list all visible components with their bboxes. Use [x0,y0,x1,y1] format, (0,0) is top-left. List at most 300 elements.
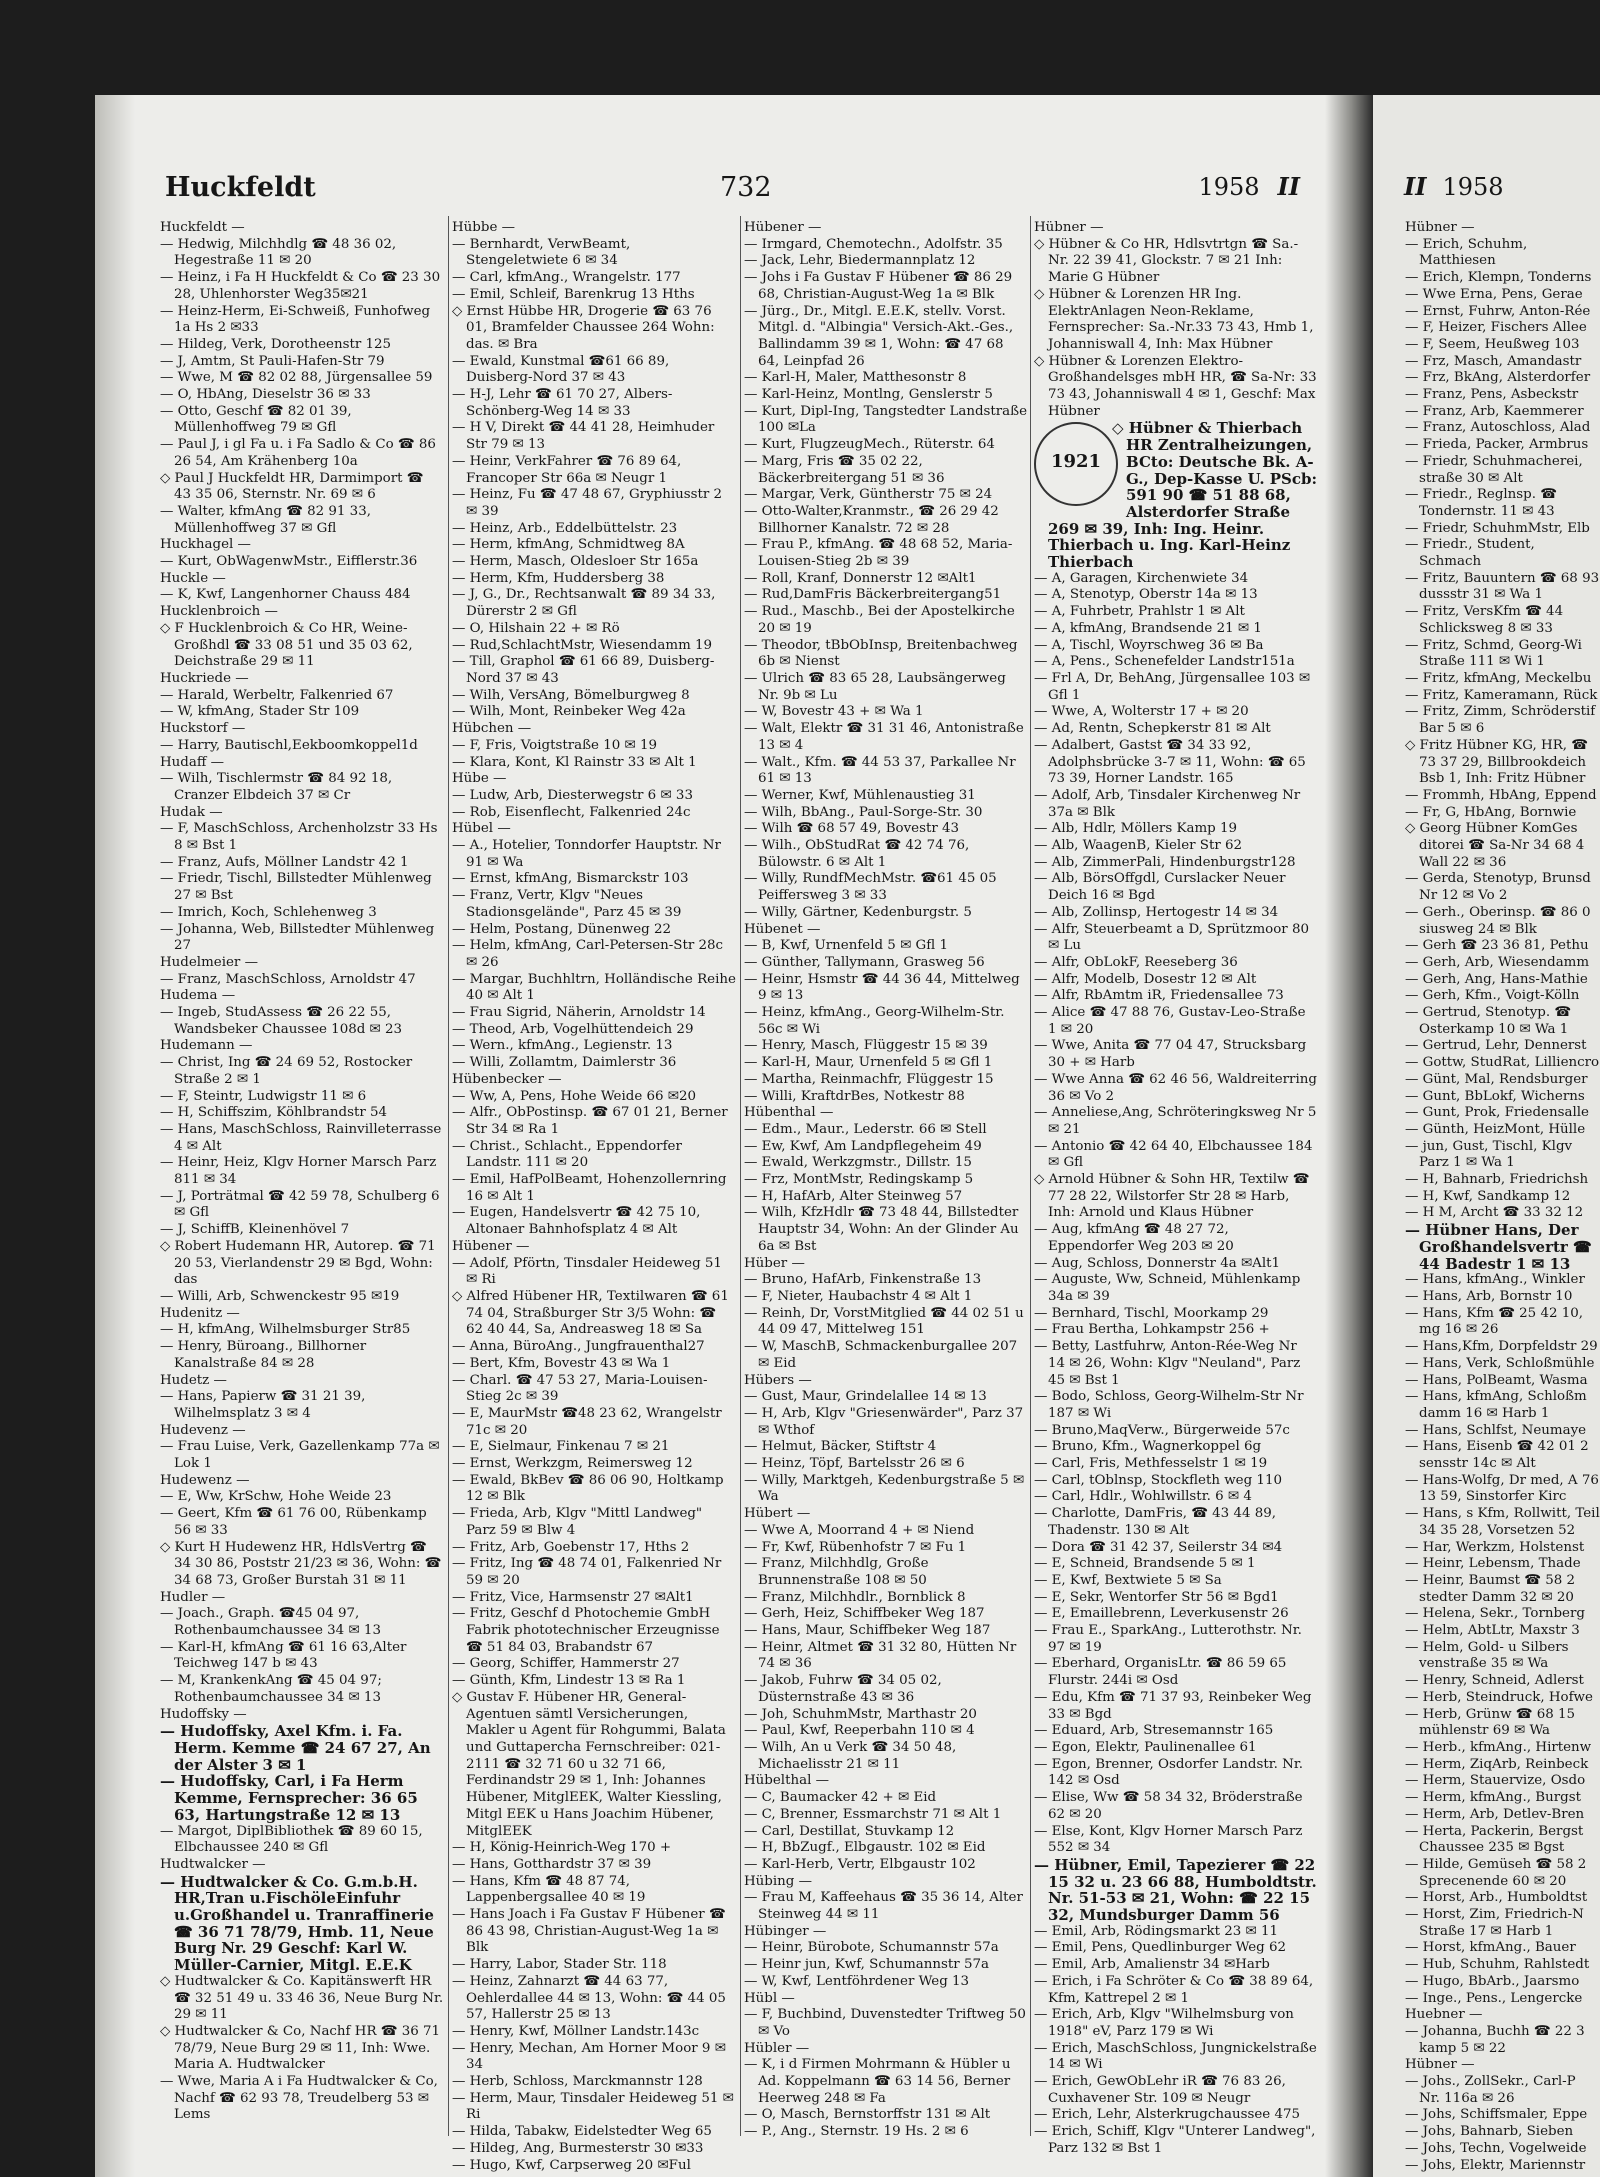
directory-entry: — Johanna, Web, Billstedter Mühlenweg 27 [160,921,435,954]
directory-entry: — Jack, Lehr, Biedermannplatz 12 [744,253,976,269]
directory-entry: — Bruno, Kfm., Wagnerkoppel 6g [1034,1439,1262,1455]
directory-entry: — Herm, Maur, Tinsdaler Heideweg 51 ✉ Ri [452,2090,734,2123]
directory-entry: — Karl-H, Maler, Matthesonstr 8 [744,370,967,386]
directory-entry: Hübchen — [452,721,532,737]
directory-entry: — Heinr, Baumst ☎ 58 2 stedter Damm 32 ✉ 20 [1405,1572,1576,1605]
directory-entry: — Hudtwalcker & Co. G.m.b.H. HR,Tran u.FischöleEinfuhr u.Großhandel u. Tranraffinerie ☎ 36 71 78/79, Hmb. 11, Neue Burg Nr. 29 Geschf: Karl W. Müller-Carnier, Mitgl. E.E.K [160,1872,434,1975]
directory-entry: — Betty, Lastfuhrw, Anton-Rée-Weg Nr 14 ✉ 26, Wohn: Klgv "Neuland", Parz 45 ✉ Bst 1 [1034,1339,1301,1388]
directory-entry: — Kurt, Dipl-Ing, Tangstedter Landstraße 100 ✉La [744,403,1028,436]
directory-entry: — Hans, Arb, Bornstr 10 [1405,1289,1573,1304]
directory-entry: — Franz, Milchhdlg, Große Brunnenstraße 108 ✉ 50 [744,1556,929,1588]
directory-entry: — Helm, kfmAng, Carl-Petersen-Str 28c ✉ 26 [452,938,724,970]
directory-entry: — Emil, Arb, Rödingsmarkt 23 ✉ 11 [1034,1923,1279,1939]
directory-entry: — Irmgard, Chemotechn., Adolfstr. 35 [744,236,1003,252]
directory-entry: — Hugo, Kwf, Carpserweg 20 ✉Ful [452,2157,691,2173]
directory-entry: — Ad, Rentn, Schepkerstr 81 ✉ Alt [1034,721,1271,737]
directory-entry: — A, Pens., Schenefelder Landstr151a [1034,654,1295,670]
directory-entry: — Herm, ZiqArb, Reinbeck [1405,1756,1589,1772]
directory-entry: — F, MaschSchloss, Archenholzstr 33 Hs 8 ✉ Bst 1 [160,821,438,854]
header-keyword: Huckfeldt [165,172,316,203]
directory-entry: — Elise, Ww ☎ 58 34 32, Bröderstraße 62 ✉ 20 [1034,1790,1303,1822]
directory-column-3 [744,220,1028,2140]
directory-entry: — Gertrud, Stenotyp. ☎ Osterkamp 10 ✉ Wa 1 [1405,1005,1572,1037]
directory-entry: — Marg, Fris ☎ 35 02 22, Bäckerbreitergang 51 ✉ 36 [744,453,945,486]
directory-entry: — Willy, Gärtner, Kedenburgstr. 5 [744,904,972,920]
directory-entry: — Else, Kont, Klgv Horner Marsch Parz 552 ✉ 34 [1034,1823,1303,1856]
directory-entry: — Horst, Zim, Friedrich-N Straße 17 ✉ Harb 1 [1405,1907,1584,1939]
directory-entry: — Friedr, SchuhmMstr, Elb [1405,520,1590,536]
emblem-entry [1034,420,1318,570]
directory-entry: — Charl. ☎ 47 53 27, Maria-Louisen-Stieg 2c ✉ 39 [452,1372,708,1405]
directory-entry: — Heinz, kfmAng., Georg-Wilhelm-Str. 56c ✉ Wi [744,1005,1005,1037]
directory-entry: — H, HafArb, Alter Steinweg 57 [744,1188,963,1204]
directory-entry: — Karl-Herb, Vertr, Elbgaustr 102 [744,1856,976,1872]
directory-entry: — Heinz, Arb., Eddelbüttelstr. 23 [452,520,678,536]
directory-entry: — Hans, Papierw ☎ 31 21 39, Wilhelmsplatz 3 ✉ 4 [160,1389,366,1421]
directory-entry: — Henry, Kwf, Möllner Landstr.143c [452,2023,700,2039]
directory-entry: — K, i d Firmen Mohrmann & Hübler u Ad. Koppelmann ☎ 63 14 56, Berner Heerweg 248 ✉ Fa [744,2057,1011,2106]
directory-entry: — Walter, kfmAng ☎ 82 91 33, Müllenhoffweg 37 ✉ Gfl [160,503,371,536]
directory-entry: — Eduard, Arb, Stresemannstr 165 [1034,1723,1274,1739]
directory-entry: Hübe — [452,771,507,787]
directory-entry: — Henry, Büroang., Billhorner Kanalstraße 84 ✉ 28 [160,1339,367,1371]
directory-entry: — Johs i Fa Gustav F Hübener ☎ 86 29 68, Christian-August-Weg 1a ✉ Blk [744,270,1013,302]
directory-entry: — Hans, Verk, Schloßmühle [1405,1355,1595,1371]
directory-entry: — Joh, SchuhmMstr, Marthastr 20 [744,1706,977,1722]
directory-entry: — Klara, Kont, Kl Rainstr 33 ✉ Alt 1 [452,754,697,770]
directory-entry: — Heinr, Bürobote, Schumannstr 57a [744,1940,999,1956]
directory-entry: — Gerh., Oberinsp. ☎ 86 0 siusweg 24 ✉ Blk [1405,904,1591,937]
directory-entry: — Margot, DiplBibliothek ☎ 89 60 15, Elbchaussee 240 ✉ Gfl [160,1823,423,1856]
directory-entry: — Erich, Klempn, Tonderns [1405,270,1592,286]
directory-entry: — Geert, Kfm ☎ 61 76 00, Rübenkamp 56 ✉ 33 [160,1506,427,1538]
header-year: 1958 II [1198,172,1300,201]
directory-entry: — Hübner, Emil, Tapezierer ☎ 22 15 32 u. 23 66 88, Humboldtstr. Nr. 51-53 ✉ 21, Wohn: ☎ 22 15 32, Mundsburger Damm 56 [1034,1855,1317,1925]
directory-column-1 [160,220,444,2135]
directory-entry: — Christ., Schlacht., Eppendorfer Landstr. 111 ✉ 20 [452,1138,682,1171]
directory-entry: — Heinz-Herm, Ei-Schweiß, Funhofweg 1a Hs 2 ✉33 [160,303,431,336]
directory-entry: — Herta, Packerin, Bergst Chaussee 235 ✉ Bgst [1405,1823,1584,1856]
directory-entry: — Helm, Postang, Dünenweg 22 [452,921,672,937]
directory-entry: — H-J, Lehr ☎ 61 70 27, Albers-Schönberg-Weg 14 ✉ 33 [452,387,673,419]
directory-entry: — Hübner Hans, Der Großhandelsvertr ☎ 44 Badestr 1 ✉ 13 [1405,1221,1592,1273]
directory-entry: — Franz, MaschSchloss, Arnoldstr 47 [160,971,416,987]
directory-entry: — Hans, Maur, Schiffbeker Weg 187 [744,1623,991,1639]
directory-entry: — Fritz, Schmd, Georg-Wi Straße 111 ✉ Wi 1 [1405,637,1582,670]
directory-entry: — Theodor, tBbObInsp, Breitenbachweg 6b ✉ Nienst [744,637,1018,670]
directory-entry: Hudaff — [160,754,225,770]
directory-entry: — Theod, Arb, Vogelhüttendeich 29 [452,1021,694,1037]
directory-entry: — Frieda, Packer, Armbrus [1405,437,1589,453]
directory-entry: — A, Tischl, Woyrschweg 36 ✉ Ba [1034,637,1264,653]
directory-entry: — Wilh, An u Verk ☎ 34 50 48, Michaelisstr 21 ✉ 11 [744,1739,957,1772]
directory-entry: — Willi, Arb, Schwenckestr 95 ✉19 [160,1289,400,1304]
directory-entry: Hudtwalcker — [160,1856,266,1872]
directory-entry: ◇ Arnold Hübner & Sohn HR, Textilw ☎ 77 28 22, Wilstorfer Str 28 ✉ Harb, Inh: Arnold und Klaus Hübner [1034,1172,1310,1221]
directory-entry: ◇ Hübner & Co HR, Hdlsvtrtgn ☎ Sa.-Nr. 22 39 41, Glockstr. 7 ✉ 21 Inh: Marie G Hübner [1034,236,1299,286]
directory-entry: — Gertrud, Lehr, Dennerst [1405,1038,1587,1054]
directory-entry: Huckriede — [160,670,249,686]
directory-entry: — Hudoffsky, Carl, i Fa Herm Kemme, Fernsprecher: 36 65 63, Hartungstraße 12 ✉ 13 [160,1772,418,1824]
directory-entry: — Ernst, kfmAng, Bismarckstr 103 [452,871,689,887]
directory-entry: — Herb, Grünw ☎ 68 15 mühlenstr 69 ✉ Wa [1405,1706,1576,1739]
directory-entry: — Helm, AbtLtr, Maxstr 3 [1405,1623,1580,1639]
directory-entry: — H, Bahnarb, Friedrichsh [1405,1172,1589,1188]
directory-entry: — Till, Graphol ☎ 61 66 89, Duisberg-Nord 37 ✉ 43 [452,654,715,686]
directory-entry: — Fritz, Ing ☎ 48 74 01, Falkenried Nr 59 ✉ 20 [452,1556,722,1588]
directory-entry: — Charlotte, DamFris, ☎ 43 44 89, Thadenstr. 130 ✉ Alt [1034,1506,1277,1538]
directory-entry: — Walt, Elektr ☎ 31 31 46, Antonistraße 13 ✉ 4 [744,721,1024,753]
directory-entry: — Herm, Masch, Oldesloer Str 165a [452,554,699,570]
directory-entry: — Werner, Kwf, Mühlenaustieg 31 [744,787,976,803]
directory-entry: — Fritz, Bauuntern ☎ 68 93 dussstr 31 ✉ Wa 1 [1405,570,1600,603]
directory-entry: — J, Porträtmal ☎ 42 59 78, Schulberg 6 ✉ Gfl [160,1188,440,1221]
directory-entry: — Hans,Kfm, Dorpfeldstr 29 [1405,1339,1598,1355]
directory-entry: — Kurt, FlugzeugMech., Rüterstr. 64 [744,437,995,453]
directory-entry: — Henry, Masch, Flüggestr 15 ✉ 39 [744,1038,988,1054]
directory-entry: — Heinz, Töpf, Bartelsstr 26 ✉ 6 [744,1456,965,1472]
directory-entry: ◇ Gustav F. Hübener HR, General-Agentuen sämtl Versicherungen, Makler u Agent für Rohgummi, Balata und Guttapercha Fernschreiber: 021-2111 ☎ 32 71 60 u 32 71 66, Ferdinandstr 29 ✉ 1, Inh: Johannes Hübener, MitglEEK, Walter Kiessling, Mitgl EEK u Hans Joachim Hübener, MitglEEK [452,1689,726,1839]
directory-entry: Hübener — [452,1238,530,1254]
directory-entry: — Frommh, HbAng, Eppend [1405,787,1597,803]
directory-entry: ◇ F Hucklenbroich & Co HR, Weine-Großhdl ☎ 33 08 51 und 35 03 62, Deichstraße 29 ✉ 11 [160,620,413,670]
directory-entry: — B, Kwf, Urnenfeld 5 ✉ Gfl 1 [744,938,948,954]
directory-entry: — Ernst, Werkzgm, Reimersweg 12 [452,1456,693,1472]
directory-entry: — Frau E., SparkAng., Lutterothstr. Nr. 97 ✉ 19 [1034,1623,1302,1655]
directory-entry: — F, Nieter, Haubachstr 4 ✉ Alt 1 [744,1289,973,1304]
directory-entry: Hüber — [744,1255,805,1271]
directory-entry: — Hilda, Tabakw, Eidelstedter Weg 65 [452,2124,712,2140]
directory-entry: — Wwe, Anita ☎ 77 04 47, Strucksbarg 30 + ✉ Harb [1034,1038,1307,1071]
directory-entry: — Herb., kfmAng., Hirtenw [1405,1739,1592,1755]
directory-entry: — Johs, Techn, Vogelweide [1405,2140,1587,2156]
directory-entry: — Rud,SchlachtMstr, Wiesendamm 19 [452,637,713,653]
directory-entry: — Egon, Elektr, Paulinenallee 61 [1034,1739,1257,1755]
directory-entry: Hübinger — [744,1923,827,1939]
directory-entry: Hudelmeier — [160,954,258,970]
directory-entry: — A., Hotelier, Tonndorfer Hauptstr. Nr 91 ✉ Wa [452,838,721,870]
directory-entry: — Günt, Mal, Rendsburger [1405,1071,1588,1087]
directory-entry: — Alfr, Steuerbeamt a D, Sprützmoor 80 ✉ Lu [1034,921,1309,954]
directory-entry: — Anneliese,Ang, Schröteringksweg Nr 5 ✉ 21 [1034,1105,1317,1137]
directory-entry: — H, BbZugf., Elbgaustr. 102 ✉ Eid [744,1840,986,1856]
directory-entry: Hübener — [744,220,822,235]
directory-entry: — J, SchiffB, Kleinenhövel 7 [160,1222,350,1238]
directory-entry: — Edm., Maur., Lederstr. 66 ✉ Stell [744,1121,987,1137]
column-rule [740,216,741,2136]
directory-entry: — Rob, Eisenflecht, Falkenried 24c [452,804,691,820]
directory-entry: — Wilh, KfzHdlr ☎ 73 48 44, Billstedter Hauptstr 34, Wohn: An der Glinder Au 6a ✉ Bst [744,1205,1019,1254]
directory-entry: — Karl-H, kfmAng ☎ 61 16 63,Alter Teichweg 147 b ✉ 43 [160,1639,407,1672]
directory-entry: — Wwe, Maria A i Fa Hudtwalcker & Co, Nachf ☎ 62 93 78, Treudelberg 53 ✉ Lems [160,2074,438,2123]
directory-entry: — Jürg., Dr., Mitgl. E.E.K, stellv. Vorst. Mitgl. d. "Albingia" Versich-Akt.-Ges., Ballindamm 39 ✉ 1, Wohn: ☎ 47 68 64, Leinpfad 26 [744,303,1014,369]
directory-entry: ◇ Hübner & Lorenzen HR Ing. ElektrAnlagen Neon-Reklame, Fernsprecher: Sa.-Nr.33 73 43, Hmb 1, Johanniswall 4, Inh: Max Hübner [1034,286,1314,352]
directory-entry: — C, Baumacker 42 + ✉ Eid [744,1790,937,1806]
directory-entry: — Herb, Steindruck, Hofwe [1405,1689,1593,1705]
directory-entry: — Herm, kfmAng, Schmidtweg 8A [452,537,685,553]
directory-entry: — Alfr, Modelb, Dosestr 12 ✉ Alt [1034,971,1257,987]
directory-entry: — Reinh, Dr, VorstMitglied ☎ 44 02 51 u 44 09 47, Mittelweg 151 [744,1305,1024,1338]
column-rule [1030,216,1031,2136]
directory-entry: — F, Seem, Heußweg 103 [1405,336,1580,352]
directory-entry: — Frau P., kfmAng. ☎ 48 68 52, Maria-Louisen-Stieg 2b ✉ 39 [744,537,1013,570]
directory-entry: — Frz, MontMstr, Redingskamp 5 [744,1172,974,1188]
directory-entry: — A, Fuhrbetr, Prahlstr 1 ✉ Alt [1034,604,1245,620]
page-shadow [95,95,135,2177]
directory-entry: — Gust, Maur, Grindelallee 14 ✉ 13 [744,1389,987,1405]
directory-entry: Hübert — [744,1506,811,1522]
directory-entry: — F, Heizer, Fischers Allee [1405,320,1587,336]
directory-entry: Hübl — [744,1990,795,2006]
directory-entry: — Hedwig, Milchhdlg ☎ 48 36 02, Hegestraße 11 ✉ 20 [160,236,397,269]
directory-entry: — Johs, Schiffsmaler, Eppe [1405,2107,1588,2123]
directory-entry: — Harry, Bautischl,Eekboomkoppel1d [160,737,418,753]
directory-entry: Hübner — [1405,220,1475,235]
directory-entry: — Jakob, Fuhrw ☎ 34 05 02, Düsternstraße 43 ✉ 36 [744,1673,942,1705]
directory-entry: Hübers — [744,1372,812,1388]
directory-entry: — M, KrankenkAng ☎ 45 04 97; Rothenbaumchaussee 34 ✉ 13 [160,1673,382,1705]
directory-entry: Huckstorf — [160,721,246,737]
directory-entry: — Hans-Wolfg, Dr med, A 76 13 59, Sinstorfer Kirc [1405,1472,1599,1505]
directory-entry: — Franz, Vertr, Klgv "Neues Stadionsgelände", Parz 45 ✉ 39 [452,888,682,920]
directory-entry: — Willi, KraftdrBes, Notkestr 88 [744,1088,965,1104]
right-page-header: II 1958 [1404,172,1504,201]
directory-entry: — Eberhard, OrganisLtr. ☎ 86 59 65 Flurstr. 244i ✉ Osd [1034,1656,1287,1689]
directory-entry: — Friedr., Reglnsp. ☎ Tondernstr. 11 ✉ 43 [1405,487,1557,519]
directory-entry: ◇ Georg Hübner KomGes ditorei ☎ Sa-Nr 34 68 4 Wall 22 ✉ 36 [1405,821,1585,870]
directory-entry: — Hans, MaschSchloss, Rainvilleterrasse 4 ✉ Alt [160,1121,442,1154]
page-header [165,172,1300,212]
directory-entry: — P., Ang., Sternstr. 19 Hs. 2 ✉ 6 [744,2124,969,2140]
directory-entry: — Fr, G, HbAng, Bornwie [1405,804,1577,820]
directory-entry: — Heinz, Zahnarzt ☎ 44 63 77, Oehlerdallee 44 ✉ 13, Wohn: ☎ 44 05 57, Hallerstr 25 ✉ 13 [452,1973,726,2023]
directory-entry: — Martha, Reinmachfr, Flüggestr 15 [744,1071,994,1087]
directory-entry: — H, kfmAng, Wilhelmsburger Str85 [160,1322,411,1338]
directory-entry: — Alice ☎ 47 88 76, Gustav-Leo-Straße 1 ✉ 20 [1034,1005,1306,1037]
directory-entry: — Alb, Hdlr, Möllers Kamp 19 [1034,821,1238,837]
directory-entry: — Heinr, Altmet ☎ 31 32 80, Hütten Nr 74 ✉ 36 [744,1639,1017,1672]
directory-entry: ◇ Ernst Hübbe HR, Drogerie ☎ 63 76 01, Bramfelder Chaussee 264 Wohn: das. ✉ Bra [452,303,715,352]
directory-entry: — Herb, Schloss, Marckmannstr 128 [452,2074,703,2090]
directory-entry: — jun, Gust, Tischl, Klgv Parz 1 ✉ Wa 1 [1405,1138,1573,1171]
directory-entry: — Anna, BüroAng., Jungfrauenthal27 [452,1339,705,1355]
directory-entry: — Aug, Schloss, Donnerstr 4a ✉Alt1 [1034,1255,1281,1271]
directory-entry: ◇ Fritz Hübner KG, HR, ☎ 73 37 29, Billbrookdeich Bsb 1, Inh: Fritz Hübner [1405,737,1588,787]
directory-entry: — Hans, Schlfst, Neumaye [1405,1422,1587,1438]
directory-entry: — Alb, WaagenB, Kieler Str 62 [1034,838,1243,854]
directory-entry: — Alb, Zollinsp, Hertogestr 14 ✉ 34 [1034,904,1279,920]
directory-entry: — H, König-Heinrich-Weg 170 + [452,1840,672,1856]
directory-entry: — Hans, Eisenb ☎ 42 01 2 sensstr 14c ✉ Alt [1405,1439,1589,1472]
directory-entry: — Frieda, Arb, Klgv "Mittl Landweg" Parz 59 ✉ Blw 4 [452,1506,703,1538]
directory-entry: — Gerh, Kfm., Voigt-Kölln [1405,988,1580,1004]
directory-entry: — Bruno,MaqVerw., Bürgerweide 57c [1034,1422,1290,1438]
directory-entry: — Johs, Elektr, Mariennstr [1405,2157,1586,2173]
directory-entry: — Henry, Mechan, Am Horner Moor 9 ✉ 34 [452,2040,726,2073]
directory-entry: — Ewald, Werkzgmstr., Dillstr. 15 [744,1155,972,1171]
directory-entry: Hudema — [160,988,236,1004]
directory-entry: — E, MaurMstr ☎48 23 62, Wrangelstr 71c ✉ 20 [452,1405,722,1438]
directory-entry: — Wilh., ObStudRat ☎ 42 74 76, Bülowstr. 6 ✉ Alt 1 [744,838,970,870]
directory-entry: — Wwe, A, Wolterstr 17 + ✉ 20 [1034,704,1249,720]
directory-entry: — K, Kwf, Langenhorner Chauss 484 [160,587,411,603]
directory-entry: — Henry, Schneid, Adlerst [1405,1673,1584,1689]
directory-entry: — Antonio ☎ 42 64 40, Elbchaussee 184 ✉ Gfl [1034,1138,1313,1171]
directory-entry: — J, Amtm, St Pauli-Hafen-Str 79 [160,353,385,369]
directory-entry: — Emil, HafPolBeamt, Hohenzollernring 16 ✉ Alt 1 [452,1172,727,1204]
directory-entry: — Franz, Autoschloss, Alad [1405,420,1591,436]
page-number: 732 [720,172,772,203]
directory-entry: Hübner — [1405,2057,1475,2073]
directory-entry: — Carl, tOblnsp, Stockfleth weg 110 [1034,1472,1282,1488]
directory-entry: Hübing — [744,1873,812,1889]
directory-entry: — W, Bovestr 43 + ✉ Wa 1 [744,704,924,720]
directory-entry: ◇ Alfred Hübener HR, Textilwaren ☎ 61 74 04, Straßburger Str 3/5 Wohn: ☎ 62 40 44, Sa, Andreasweg 18 ✉ Sa [452,1289,729,1338]
directory-entry: — Eugen, Handelsvertr ☎ 42 75 10, Altonaer Bahnhofsplatz 4 ✉ Alt [452,1205,701,1238]
directory-entry: — Frau Sigrid, Näherin, Arnoldstr 14 [452,1005,706,1021]
directory-entry: — Ew, Kwf, Am Landpflegeheim 49 [744,1138,982,1154]
directory-entry: — Heinr, Hsmstr ☎ 44 36 44, Mittelweg 9 ✉ 13 [744,971,1020,1004]
directory-entry: — Johanna, Buchh ☎ 22 3 kamp 5 ✉ 22 [1405,2023,1585,2056]
directory-entry: Hudak — [160,804,223,820]
directory-entry: — O, Masch, Bernstorffstr 131 ✉ Alt [744,2107,991,2123]
directory-entry: — Egon, Brenner, Osdorfer Landstr. Nr. 142 ✉ Osd [1034,1756,1304,1789]
directory-entry: — E, Sielmaur, Finkenau 7 ✉ 21 [452,1439,670,1455]
directory-entry: — Willi, Zollamtm, Daimlerstr 36 [452,1055,677,1071]
directory-entry: — Bruno, HafArb, Finkenstraße 13 [744,1272,982,1288]
directory-entry: — Wilh, Tischlermstr ☎ 84 92 18, Cranzer Elbdeich 37 ✉ Cr [160,771,393,803]
directory-entry: — Bernhardt, VerwBeamt, Stengeletwiete 6 ✉ 34 [452,236,631,269]
directory-entry: — Hilde, Gemüseh ☎ 58 2 Sprecenende 60 ✉ 20 [1405,1856,1587,1889]
directory-entry: — Ewald, BkBev ☎ 86 06 90, Holtkamp 12 ✉ Blk [452,1472,724,1505]
directory-entry: Hudemann — [160,1038,253,1054]
directory-entry: — F, Fris, Voigtstraße 10 ✉ 19 [452,737,658,753]
directory-entry: — Heinr, Lebensm, Thade [1405,1556,1581,1572]
directory-entry: — F, Buchbind, Duvenstedter Triftweg 50 ✉ Vo [744,2007,1026,2039]
directory-entry: Hübler — [744,2040,810,2056]
directory-entry: — J, G., Dr., Rechtsanwalt ☎ 89 34 33, Dürerstr 2 ✉ Gfl [452,587,716,620]
directory-entry: — Otto-Walter,Kranmstr., ☎ 26 29 42 Billhorner Kanalstr. 72 ✉ 28 [744,503,999,536]
directory-entry: Hübelthal — [744,1773,829,1789]
directory-entry: — H, Kwf, Sandkamp 12 [1405,1188,1571,1204]
directory-entry: — Margar, Verk, Güntherstr 75 ✉ 24 [744,487,993,503]
directory-entry: — Har, Werkzm, Holstenst [1405,1539,1585,1555]
directory-entry: — Frz, Masch, Amandastr [1405,353,1582,369]
directory-entry: — H, Arb, Klgv "Griesenwärder", Parz 37 ✉ Wthof [744,1405,1024,1438]
directory-entry: — Rud,DamFris Bäckerbreitergang51 [744,587,1002,603]
directory-entry: — W, MaschB, Schmackenburgallee 207 ✉ Eid [744,1339,1018,1371]
directory-entry: Hübenthal — [744,1105,834,1121]
directory-entry: — Karl-Heinz, Montlng, Genslerstr 5 [744,387,993,403]
directory-entry: — Alfr., ObPostinsp. ☎ 67 01 21, Berner Str 34 ✉ Ra 1 [452,1105,728,1137]
directory-entry: Huckfeldt — [160,220,245,235]
directory-entry: — Heinr, VerkFahrer ☎ 76 89 64, Francoper Str 66a ✉ Neugr 1 [452,453,682,486]
directory-entry: — H, Schiffszim, Köhlbrandstr 54 [160,1105,388,1121]
directory-entry: ◇ Hudtwalcker & Co. Kapitänswerft HR ☎ 32 51 49 u. 33 46 36, Neue Burg Nr. 29 ✉ 11 [160,1973,444,2023]
directory-entry: — Horst, Arb., Humboldtst [1405,1890,1588,1906]
directory-entry: — Paul, Kwf, Reeperbahn 110 ✉ 4 [744,1723,975,1739]
directory-entry: — A, Stenotyp, Oberstr 14a ✉ 13 [1034,587,1258,603]
directory-entry: — Erich, GewObLehr iR ☎ 76 83 26, Cuxhavener Str. 109 ✉ Neugr [1034,2074,1286,2106]
directory-entry: ◇ Hübner & Lorenzen Elektro-Großhandelsges mbH HR, ☎ Sa-Nr: 33 73 43, Johanniswall 4 ✉ 1, Geschf: Max Hübner [1034,353,1317,419]
directory-entry: — Friedr, Tischl, Billstedter Mühlenweg 27 ✉ Bst [160,871,432,904]
directory-entry: — Georg, Schiffer, Hammerstr 27 [452,1656,680,1672]
directory-entry: ◇ Paul J Huckfeldt HR, Darmimport ☎ 43 35 06, Sternstr. Nr. 69 ✉ 6 [160,470,424,503]
directory-entry: — Wwe A, Moorrand 4 + ✉ Niend [744,1522,975,1538]
directory-entry: — Margar, Buchhltrn, Holländische Reihe 40 ✉ Alt 1 [452,971,736,1004]
directory-entry: — Emil, Pens, Quedlinburger Weg 62 [1034,1940,1287,1956]
directory-entry: — Fritz, Arb, Goebenstr 17, Hths 2 [452,1539,690,1555]
directory-entry: — Willy, RundfMechMstr. ☎61 45 05 Peiffersweg 3 ✉ 33 [744,871,997,904]
directory-entry: — Alb, BörsOffgdl, Curslacker Neuer Deich 16 ✉ Bgd [1034,871,1286,904]
directory-entry: — Gunt, Prok, Friedensalle [1405,1105,1589,1121]
directory-entry: — Hans, kfmAng., Winkler [1405,1272,1585,1288]
column-rule [448,216,449,2136]
directory-entry: — Otto, Geschf ☎ 82 01 39, Müllenhoffweg 79 ✉ Gfl [160,403,352,436]
directory-entry: — Heinr jun, Kwf, Schumannstr 57a [744,1957,989,1973]
directory-entry: — Franz, Aufs, Möllner Landstr 42 1 [160,854,409,870]
directory-entry: Hudler — [160,1589,226,1605]
directory-entry: — Helmut, Bäcker, Stiftstr 4 [744,1439,937,1455]
directory-entry: — Frau Luise, Verk, Gazellenkamp 77a ✉ Lok 1 [160,1439,440,1472]
directory-entry: — Franz, Milchhdlr., Bornblick 8 [744,1589,966,1605]
directory-entry: — A, kfmAng, Brandsende 21 ✉ 1 [1034,620,1262,636]
directory-entry: Huebner — [1405,2007,1483,2023]
directory-entry: Hudevenz — [160,1422,246,1438]
directory-entry: — Horst, kfmAng., Bauer [1405,1940,1576,1956]
directory-entry: — Ewald, Kunstmal ☎61 66 89, Duisberg-Nord 37 ✉ 43 [452,353,670,386]
directory-entry: — Frz, BkAng, Alsterdorfer [1405,370,1591,386]
directory-entry: — Frau Bertha, Lohkampstr 256 + [1034,1322,1270,1338]
directory-entry: — Gunt, BbLokf, Wicherns [1405,1088,1585,1104]
directory-entry: — A, Garagen, Kirchenwiete 34 [1034,570,1249,586]
directory-entry: — Ernst, Fuhrw, Anton-Rée [1405,303,1591,319]
directory-entry: — Adalbert, Gastst ☎ 34 33 92, Adolphsbrücke 3-7 ✉ 11, Wohn: ☎ 65 73 39, Horner Landstr. 165 [1034,737,1306,787]
directory-entry: — W, kfmAng, Stader Str 109 [160,704,360,720]
directory-entry: — Joach., Graph. ☎45 04 97, Rothenbaumchaussee 34 ✉ 13 [160,1606,381,1639]
directory-entry: — Gerh, Heiz, Schiffbeker Weg 187 [744,1606,985,1622]
directory-entry: — Heinr, Heiz, Klgv Horner Marsch Parz 811 ✉ 34 [160,1155,437,1188]
directory-entry: — Erich, MaschSchloss, Jungnickelstraße 14 ✉ Wi [1034,2040,1317,2073]
directory-entry: — Wwe Anna ☎ 62 46 56, Waldreiterring 36 ✉ Vo 2 [1034,1071,1317,1104]
directory-entry: — Herm, Stauervize, Osdo [1405,1773,1586,1789]
directory-entry: Hübbe — [452,220,516,235]
directory-entry: ◇ Robert Hudemann HR, Autorep. ☎ 71 20 53, Vierlandenstr 29 ✉ Bgd, Wohn: das [160,1238,436,1288]
directory-entry: — Hugo, BbArb., Jaarsmo [1405,1973,1580,1989]
directory-entry: — Ulrich ☎ 83 65 28, Laubsängerweg Nr. 9b ✉ Lu [744,670,1006,703]
directory-entry: — Bodo, Schloss, Georg-Wilhelm-Str Nr 187 ✉ Wi [1034,1389,1304,1421]
directory-entry: — Willy, Marktgeh, Kedenburgstraße 5 ✉ Wa [744,1472,1025,1505]
directory-entry: — Gerh ☎ 23 36 81, Pethu [1405,938,1589,954]
directory-entry: — Herm, kfmAng., Burgst [1405,1790,1581,1806]
directory-entry: — Fritz, VersKfm ☎ 44 Schlicksweg 8 ✉ 33 [1405,604,1564,636]
directory-entry: — Herm, Kfm, Huddersberg 38 [452,570,665,586]
directory-entry: — Roll, Kranf, Donnerstr 12 ✉Alt1 [744,570,977,586]
directory-entry: — Erich, Arb, Klgv "Wilhelmsburg von 1918" eV, Parz 179 ✉ Wi [1034,2007,1294,2039]
directory-entry: — Fritz, Zimm, Schröderstif Bar 5 ✉ 6 [1405,704,1596,737]
directory-entry: — Walt., Kfm. ☎ 44 53 37, Parkallee Nr 61 ✉ 13 [744,754,1016,787]
directory-entry: — E, Ww, KrSchw, Hohe Weide 23 [160,1489,392,1505]
directory-entry: — Alb, ZimmerPali, Hindenburgstr128 [1034,854,1296,870]
directory-entry: — Dora ☎ 31 42 37, Seilerstr 34 ✉4 [1034,1539,1283,1555]
directory-entry: — Fr, Kwf, Rübenhofstr 7 ✉ Fu 1 [744,1539,967,1555]
directory-entry: — Ingeb, StudAssess ☎ 26 22 55, Wandsbeker Chaussee 108d ✉ 23 [160,1005,403,1037]
directory-entry: Hudoffsky — [160,1706,247,1722]
directory-entry: — Karl-H, Maur, Urnenfeld 5 ✉ Gfl 1 [744,1055,993,1071]
directory-entry: Huckle — [160,570,226,586]
directory-entry: — E, Emaillebrenn, Leverkusenstr 26 [1034,1606,1289,1622]
directory-entry: Hudewenz — [160,1472,250,1488]
